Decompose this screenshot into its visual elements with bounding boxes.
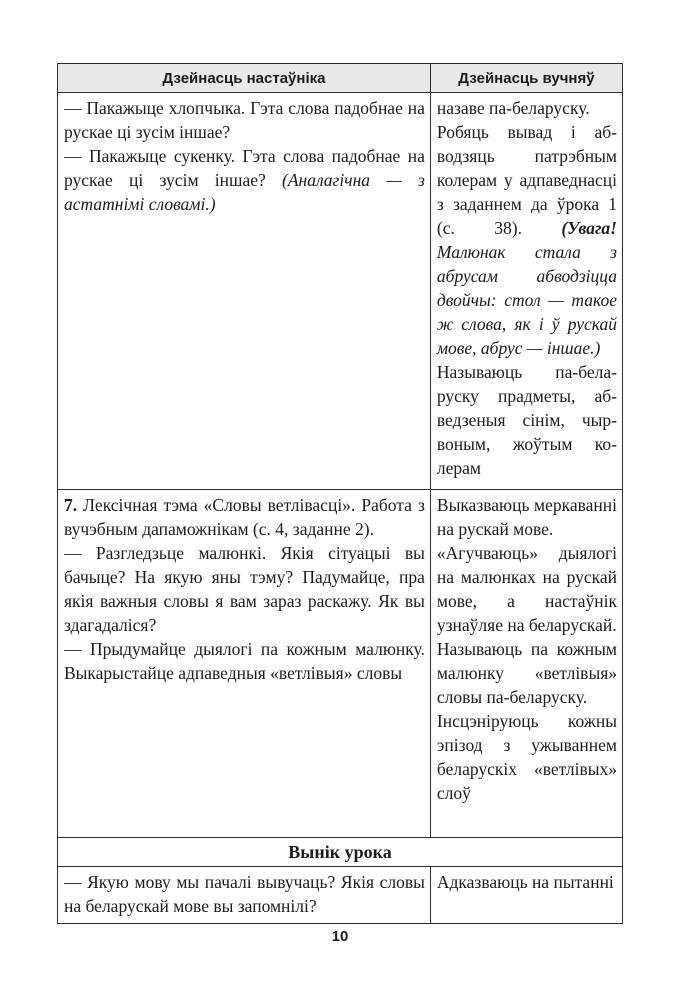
paragraph: «Агучваюць» дыялогі на малюнках на рускай мове, а настаўнік узнаўляе на беларускай. [436, 543, 617, 635]
section-row [58, 838, 623, 867]
paragraph: — Якую мову мы пачалі вывучаць? Якія словы на беларускай мове вы запомнілі? [64, 872, 425, 916]
paragraph: Адказваюць на пытанні [436, 872, 614, 892]
students-activity-cell [430, 93, 622, 490]
table-row [58, 93, 623, 490]
activities-table [57, 63, 623, 924]
col-header-students-activity: Дзейнасць вучняў [430, 64, 622, 93]
paragraph: Інсцэніруюць кожны эпізод з ужываннем беларускіх «ветлівых» слоў [436, 711, 617, 803]
col-header-teacher-activity: Дзейнасць настаўніка [58, 64, 431, 93]
paragraph: — Пакажыце хлопчыка. Гэта слова падобнае на рускае ці зусім іншае? [64, 98, 425, 142]
paragraph: Выказваюць меркаванні на рускай мове. [436, 495, 617, 539]
paragraph: Называюць па-беларуску прадметы, абведзеныя сінім, чырвоным, жоўтым колерам [436, 362, 617, 478]
paragraph: Робяць вывад і абводзяць патрэбным колерам у адпаведнасці з заданнем да ўрока 1 (с. 38). (Увага! Малюнак стала з абрусам абводзіцца двойчы: стол — такое ж слова, як і ў рускай мове, абрус — іншае.) [436, 122, 617, 358]
teacher-activity-cell [58, 93, 431, 490]
paragraph: назаве па-беларуску. [436, 98, 590, 118]
page-number: 10 [331, 928, 349, 945]
section-title: Вынік урока [58, 838, 623, 867]
paragraph: — Разгледзьце малюнкі. Якія сітуацыі вы бачыце? На якую яны тэму? Падумайце, пра якія важныя словы я вам зараз раскажу. Як вы здагадаліся? [64, 543, 425, 635]
paragraph: — Пакажыце сукенку. Гэта слова падобнае на рускае ці зусім іншае? (Аналагічна — з астатнімі словамі.) [64, 146, 425, 214]
teacher-activity-cell [58, 490, 431, 838]
paragraph: Называюць па кожным малюнку «ветлівыя» словы па-беларуску. [436, 639, 617, 707]
students-activity-cell [430, 490, 622, 838]
table-row [58, 867, 623, 924]
header-row [58, 64, 623, 93]
paragraph: 7. Лексічная тэма «Словы ветлівасці». Работа з вучэбным дапаможнікам (с. 4, заданне 2). [64, 495, 425, 539]
teacher-activity-cell [58, 867, 431, 924]
table-row [58, 490, 623, 838]
students-activity-cell [430, 867, 622, 924]
paragraph: — Прыдумайце дыялогі па кожным малюнку. Выкарыстайце адпаведныя «ветлівыя» словы [64, 639, 425, 683]
